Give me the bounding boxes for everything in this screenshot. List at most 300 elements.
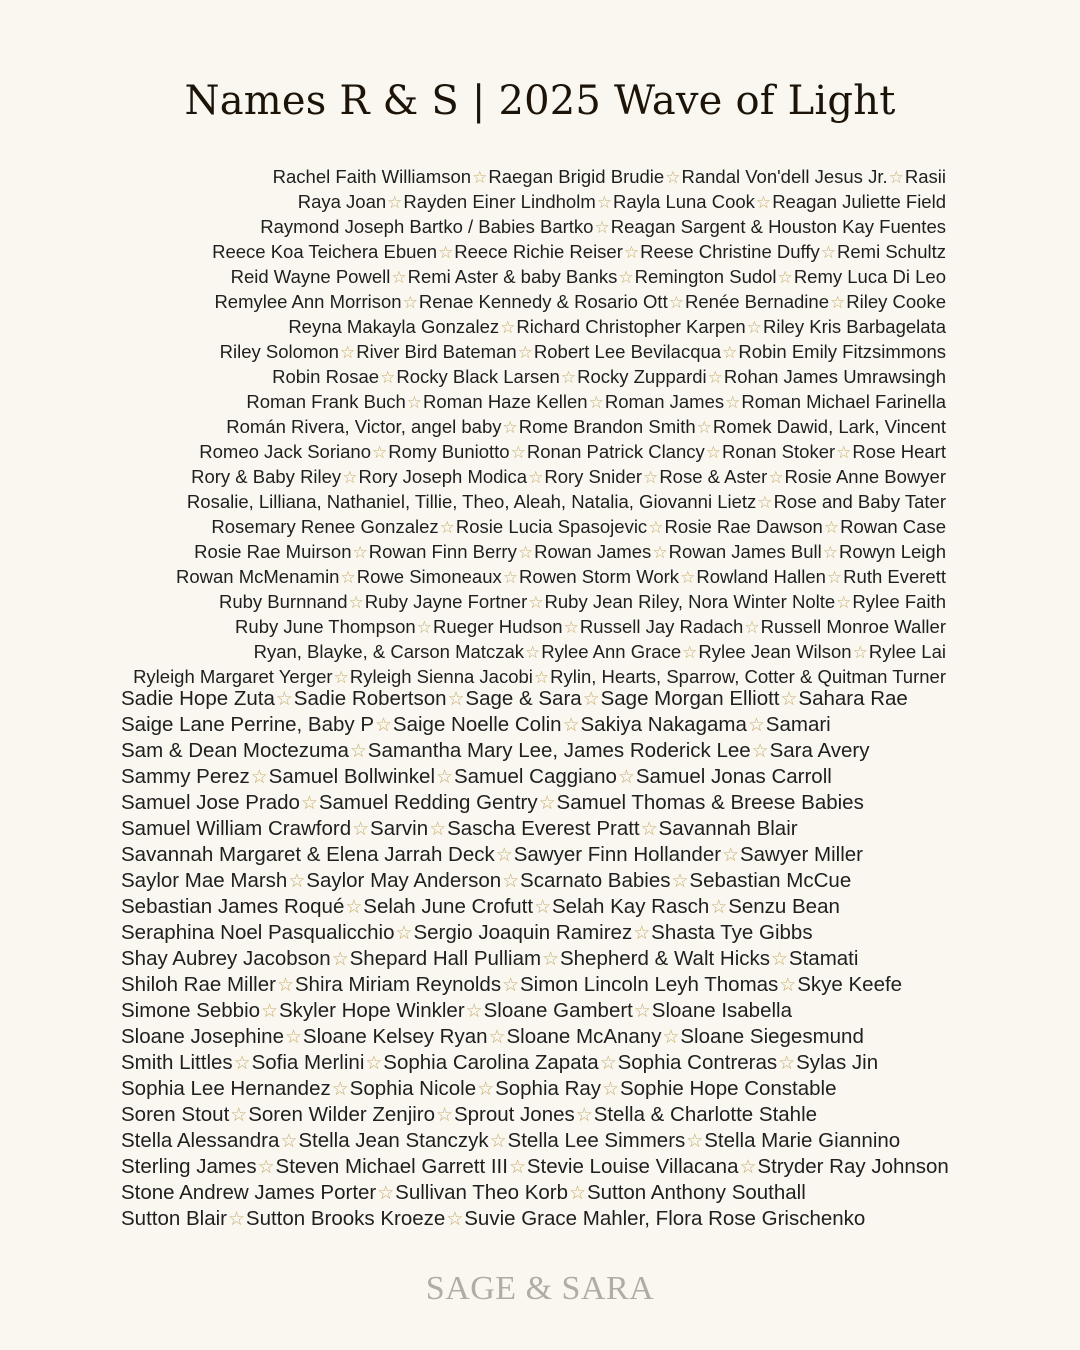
star-icon: ☆ bbox=[643, 468, 659, 487]
memorial-name: Rose & Aster bbox=[659, 466, 768, 487]
star-icon: ☆ bbox=[331, 1078, 349, 1099]
memorial-name: Sakiya Nakagama bbox=[580, 713, 747, 736]
memorial-name: Rome Brandon Smith bbox=[518, 416, 696, 437]
star-icon: ☆ bbox=[771, 948, 788, 969]
memorial-name: Sutton Brooks Kroeze bbox=[245, 1207, 446, 1230]
memorial-name: Sage Morgan Elliott bbox=[600, 687, 780, 710]
name-line bbox=[66, 165, 946, 190]
star-icon: ☆ bbox=[575, 1104, 593, 1125]
memorial-name: Sarvin bbox=[370, 817, 429, 840]
memorial-name: Soren Stout bbox=[121, 1103, 230, 1126]
name-line bbox=[66, 290, 946, 315]
star-icon: ☆ bbox=[652, 543, 668, 562]
memorial-name: Rosalie, Lilliana, Nathaniel, Tillie, Theo, Aleah, Natalia, Giovanni Lietz bbox=[186, 491, 757, 512]
star-icon: ☆ bbox=[725, 393, 741, 412]
star-icon: ☆ bbox=[633, 1000, 651, 1021]
memorial-name: Stamati bbox=[788, 947, 859, 970]
memorial-name: Richard Christopher Karpen bbox=[516, 316, 746, 337]
name-line bbox=[66, 465, 946, 490]
memorial-name: Rachel Faith Williamson bbox=[272, 166, 472, 187]
memorial-name: Ryan, Blayke, & Carson Matczak bbox=[253, 641, 524, 662]
memorial-name: Sophia Nicole bbox=[349, 1077, 477, 1100]
name-line bbox=[121, 1024, 981, 1050]
memorial-name: Samuel William Crawford bbox=[121, 817, 352, 840]
memorial-name: Steven Michael Garrett III bbox=[275, 1155, 508, 1178]
memorial-name: Ruby Jean Riley, Nora Winter Nolte bbox=[544, 591, 836, 612]
star-icon: ☆ bbox=[668, 293, 684, 312]
star-icon: ☆ bbox=[755, 193, 772, 212]
name-line bbox=[121, 764, 981, 790]
memorial-name: Selah June Crofutt bbox=[363, 895, 534, 918]
memorial-name: Rueger Hudson bbox=[432, 616, 563, 637]
memorial-name: Sterling James bbox=[121, 1155, 257, 1178]
star-icon: ☆ bbox=[257, 1156, 275, 1177]
memorial-name: Ruth Everett bbox=[843, 566, 946, 587]
star-icon: ☆ bbox=[502, 568, 519, 587]
memorial-name: Savannah Blair bbox=[658, 817, 798, 840]
memorial-name: Sophia Lee Hernandez bbox=[121, 1077, 331, 1100]
star-icon: ☆ bbox=[852, 643, 868, 662]
star-icon: ☆ bbox=[562, 714, 580, 735]
star-icon: ☆ bbox=[375, 714, 392, 735]
star-icon: ☆ bbox=[682, 643, 698, 662]
memorial-name: Rowland Hallen bbox=[696, 566, 826, 587]
star-icon: ☆ bbox=[633, 922, 651, 943]
memorial-name: Rylee Ann Grace bbox=[541, 641, 682, 662]
star-icon: ☆ bbox=[780, 688, 798, 709]
memorial-name: Reid Wayne Powell bbox=[230, 266, 391, 287]
memorial-name: Savannah Margaret & Elena Jarrah Deck bbox=[121, 843, 495, 866]
memorial-name: Sylas Jin bbox=[796, 1051, 879, 1074]
star-icon: ☆ bbox=[829, 293, 846, 312]
star-icon: ☆ bbox=[686, 1130, 704, 1151]
memorial-name: Romeo Jack Soriano bbox=[199, 441, 371, 462]
star-icon: ☆ bbox=[261, 1000, 278, 1021]
star-icon: ☆ bbox=[617, 766, 635, 787]
memorial-name: Simone Sebbio bbox=[121, 999, 261, 1022]
star-icon: ☆ bbox=[722, 343, 738, 362]
star-icon: ☆ bbox=[348, 593, 364, 612]
memorial-name: Ryleigh Sienna Jacobi bbox=[349, 666, 533, 687]
memorial-name: Simon Lincoln Leyh Thomas bbox=[520, 973, 779, 996]
memorial-name: Soren Wilder Zenjiro bbox=[248, 1103, 436, 1126]
memorial-name: Reece Richie Reiser bbox=[454, 241, 623, 262]
name-line bbox=[121, 998, 981, 1024]
memorial-name: Skye Keefe bbox=[797, 973, 903, 996]
star-icon: ☆ bbox=[517, 343, 533, 362]
memorial-name: Samantha Mary Lee, James Roderick Lee bbox=[367, 739, 751, 762]
star-icon: ☆ bbox=[502, 974, 519, 995]
star-icon: ☆ bbox=[342, 468, 358, 487]
star-icon: ☆ bbox=[820, 243, 837, 262]
memorial-name: Sergio Joaquin Ramirez bbox=[413, 921, 633, 944]
star-icon: ☆ bbox=[391, 268, 407, 287]
memorial-name: Sprout Jones bbox=[453, 1103, 575, 1126]
memorial-name: Rory Snider bbox=[544, 466, 643, 487]
memorial-name: Rayden Einer Lindholm bbox=[403, 191, 596, 212]
memorial-name: Samuel Caggiano bbox=[453, 765, 617, 788]
name-line bbox=[66, 340, 946, 365]
name-line bbox=[66, 640, 946, 665]
star-icon: ☆ bbox=[472, 168, 488, 187]
star-icon: ☆ bbox=[495, 844, 513, 865]
star-icon: ☆ bbox=[395, 922, 413, 943]
memorial-name: Rosie Lucia Spasojevic bbox=[455, 516, 648, 537]
star-icon: ☆ bbox=[602, 1078, 619, 1099]
star-icon: ☆ bbox=[340, 568, 356, 587]
memorial-name: Shasta Tye Gibbs bbox=[651, 921, 813, 944]
star-icon: ☆ bbox=[640, 818, 658, 839]
memorial-name: Sadie Robertson bbox=[293, 687, 447, 710]
star-icon: ☆ bbox=[502, 418, 518, 437]
star-icon: ☆ bbox=[230, 1104, 248, 1125]
memorial-name: Roman James bbox=[604, 391, 725, 412]
star-icon: ☆ bbox=[465, 1000, 483, 1021]
star-icon: ☆ bbox=[300, 792, 318, 813]
memorial-name: Sloane Kelsey Ryan bbox=[302, 1025, 488, 1048]
star-icon: ☆ bbox=[747, 714, 765, 735]
name-line bbox=[66, 240, 946, 265]
memorial-name: Sutton Blair bbox=[121, 1207, 227, 1230]
name-line bbox=[121, 972, 981, 998]
star-icon: ☆ bbox=[739, 1156, 757, 1177]
page-title: Names R & S | 2025 Wave of Light bbox=[184, 78, 896, 124]
star-icon: ☆ bbox=[365, 1052, 383, 1073]
star-icon: ☆ bbox=[538, 792, 556, 813]
star-icon: ☆ bbox=[436, 1104, 453, 1125]
memorial-name: Sage & Sara bbox=[465, 687, 582, 710]
name-line bbox=[121, 1128, 981, 1154]
memorial-name: Rowan Case bbox=[840, 516, 946, 537]
memorial-name: Shepherd & Walt Hicks bbox=[559, 947, 770, 970]
star-icon: ☆ bbox=[665, 168, 681, 187]
star-icon: ☆ bbox=[250, 766, 268, 787]
star-icon: ☆ bbox=[528, 593, 544, 612]
memorial-name: Rory Joseph Modica bbox=[358, 466, 528, 487]
name-line bbox=[66, 440, 946, 465]
star-icon: ☆ bbox=[569, 1182, 586, 1203]
name-line bbox=[66, 415, 946, 440]
star-icon: ☆ bbox=[599, 1052, 617, 1073]
memorial-name: Rylee Faith bbox=[852, 591, 946, 612]
star-icon: ☆ bbox=[380, 368, 396, 387]
memorial-name: Stella Jean Stanczyk bbox=[298, 1129, 489, 1152]
star-icon: ☆ bbox=[429, 818, 447, 839]
star-icon: ☆ bbox=[594, 218, 610, 237]
names-r-section bbox=[66, 165, 946, 690]
memorial-name: Sloane Siegesmund bbox=[680, 1025, 864, 1048]
star-icon: ☆ bbox=[285, 1026, 302, 1047]
memorial-name: Stella Marie Giannino bbox=[704, 1129, 901, 1152]
memorial-name: Remylee Ann Morrison bbox=[214, 291, 402, 312]
star-icon: ☆ bbox=[233, 1052, 251, 1073]
memorial-name: Rohan James Umrawsingh bbox=[723, 366, 946, 387]
memorial-name: Ronan Stoker bbox=[722, 441, 836, 462]
name-line bbox=[121, 1102, 981, 1128]
memorial-name: Sofia Merlini bbox=[251, 1051, 365, 1074]
memorial-name: Saylor Mae Marsh bbox=[121, 869, 288, 892]
memorial-name: Samuel Thomas & Breese Babies bbox=[556, 791, 864, 814]
star-icon: ☆ bbox=[623, 243, 640, 262]
star-icon: ☆ bbox=[722, 844, 739, 865]
star-icon: ☆ bbox=[352, 818, 370, 839]
star-icon: ☆ bbox=[447, 688, 465, 709]
name-line bbox=[121, 686, 981, 712]
name-line bbox=[66, 540, 946, 565]
memorial-name: Renée Bernadine bbox=[684, 291, 829, 312]
memorial-name: Reagan Sargent & Houston Kay Fuentes bbox=[610, 216, 946, 237]
star-icon: ☆ bbox=[777, 268, 793, 287]
star-icon: ☆ bbox=[406, 393, 423, 412]
memorial-name: Riley Kris Barbagelata bbox=[762, 316, 946, 337]
names-s-section bbox=[121, 686, 981, 1232]
name-line bbox=[121, 816, 981, 842]
memorial-name: Raegan Brigid Brudie bbox=[488, 166, 665, 187]
memorial-name: Rowan James bbox=[534, 541, 652, 562]
star-icon: ☆ bbox=[744, 618, 760, 637]
memorial-name: Renae Kennedy & Rosario Ott bbox=[418, 291, 668, 312]
memorial-name: Rowan McMenamin bbox=[176, 566, 340, 587]
star-icon: ☆ bbox=[707, 368, 723, 387]
memorial-name: Stryder Ray Johnson bbox=[757, 1155, 949, 1178]
star-icon: ☆ bbox=[437, 243, 454, 262]
memorial-name: Raya Joan bbox=[297, 191, 387, 212]
name-line bbox=[66, 565, 946, 590]
memorial-name: Rosie Rae Muirson bbox=[194, 541, 352, 562]
memorial-name: Romy Buniotto bbox=[388, 441, 510, 462]
memorial-name: Sullivan Theo Korb bbox=[395, 1181, 569, 1204]
star-icon: ☆ bbox=[508, 1156, 526, 1177]
name-line bbox=[121, 712, 981, 738]
star-icon: ☆ bbox=[662, 1026, 680, 1047]
star-icon: ☆ bbox=[779, 974, 797, 995]
name-line bbox=[66, 515, 946, 540]
memorial-name: Rowan Finn Berry bbox=[368, 541, 517, 562]
star-icon: ☆ bbox=[333, 668, 349, 687]
star-icon: ☆ bbox=[227, 1208, 245, 1229]
name-line bbox=[66, 215, 946, 240]
memorial-name: Sloane Josephine bbox=[121, 1025, 284, 1048]
memorial-name: Reece Koa Teichera Ebuen bbox=[212, 241, 437, 262]
memorial-name: Roman Haze Kellen bbox=[423, 391, 588, 412]
memorial-name: Sloane Gambert bbox=[483, 999, 633, 1022]
memorial-name: Remy Luca Di Leo bbox=[793, 266, 946, 287]
memorial-name: Robin Rosae bbox=[272, 366, 380, 387]
star-icon: ☆ bbox=[757, 493, 773, 512]
memorial-name: Senzu Bean bbox=[728, 895, 840, 918]
star-icon: ☆ bbox=[510, 443, 526, 462]
memorial-name: Randal Von'dell Jesus Jr. bbox=[681, 166, 888, 187]
name-line bbox=[121, 894, 981, 920]
memorial-name: Rylee Jean Wilson bbox=[698, 641, 852, 662]
memorial-name: Rylee Lai bbox=[868, 641, 946, 662]
star-icon: ☆ bbox=[588, 393, 604, 412]
memorial-name: Ruby Jayne Fortner bbox=[364, 591, 528, 612]
name-line bbox=[66, 365, 946, 390]
star-icon: ☆ bbox=[582, 688, 600, 709]
name-line bbox=[66, 265, 946, 290]
memorial-name: Rory & Baby Riley bbox=[191, 466, 342, 487]
memorial-name: Rose Heart bbox=[852, 441, 946, 462]
memorial-name: Rowen Storm Work bbox=[519, 566, 680, 587]
name-line bbox=[66, 315, 946, 340]
star-icon: ☆ bbox=[500, 318, 516, 337]
memorial-name: Sophie Hope Constable bbox=[619, 1077, 837, 1100]
star-icon: ☆ bbox=[836, 593, 852, 612]
memorial-name: Sloane Isabella bbox=[651, 999, 792, 1022]
memorial-name: Selah Kay Rasch bbox=[552, 895, 710, 918]
star-icon: ☆ bbox=[823, 518, 840, 537]
name-line bbox=[121, 868, 981, 894]
memorial-name: Sebastian James Roqué bbox=[121, 895, 345, 918]
name-line bbox=[121, 842, 981, 868]
memorial-name: Sloane McAnany bbox=[506, 1025, 662, 1048]
memorial-name: Saige Noelle Colin bbox=[392, 713, 562, 736]
memorial-name: Rosie Anne Bowyer bbox=[784, 466, 946, 487]
memorial-name: Sara Avery bbox=[769, 739, 870, 762]
star-icon: ☆ bbox=[560, 368, 577, 387]
memorial-name: Robin Emily Fitzsimmons bbox=[738, 341, 946, 362]
memorial-name: Saige Lane Perrine, Baby P bbox=[121, 713, 374, 736]
name-line bbox=[121, 920, 981, 946]
star-icon: ☆ bbox=[402, 293, 418, 312]
star-icon: ☆ bbox=[377, 1182, 395, 1203]
star-icon: ☆ bbox=[528, 468, 544, 487]
star-icon: ☆ bbox=[680, 568, 696, 587]
star-icon: ☆ bbox=[618, 268, 634, 287]
memorial-name: Scarnato Babies bbox=[520, 869, 671, 892]
name-line bbox=[121, 946, 981, 972]
star-icon: ☆ bbox=[751, 740, 769, 761]
name-line bbox=[121, 790, 981, 816]
name-line bbox=[121, 1050, 981, 1076]
memorial-name: Ruby Burnnand bbox=[218, 591, 348, 612]
star-icon: ☆ bbox=[331, 948, 349, 969]
star-icon: ☆ bbox=[671, 870, 689, 891]
memorial-name: Ryleigh Margaret Yerger bbox=[133, 666, 333, 687]
memorial-name: Rowan James Bull bbox=[668, 541, 822, 562]
name-line bbox=[66, 615, 946, 640]
memorial-name: Samuel Jose Prado bbox=[121, 791, 300, 814]
memorial-name: Remi Aster & baby Banks bbox=[407, 266, 618, 287]
memorial-name: Reagan Juliette Field bbox=[772, 191, 946, 212]
star-icon: ☆ bbox=[710, 896, 728, 917]
memorial-name: Russell Monroe Waller bbox=[760, 616, 946, 637]
star-icon: ☆ bbox=[696, 418, 712, 437]
memorial-name: Stevie Louise Villacana bbox=[526, 1155, 739, 1178]
memorial-name: Sawyer Miller bbox=[739, 843, 864, 866]
star-icon: ☆ bbox=[345, 896, 363, 917]
star-icon: ☆ bbox=[533, 668, 550, 687]
star-icon: ☆ bbox=[352, 543, 368, 562]
star-icon: ☆ bbox=[339, 343, 356, 362]
star-icon: ☆ bbox=[826, 568, 843, 587]
name-line bbox=[66, 390, 946, 415]
memorial-name: Remi Schultz bbox=[837, 241, 946, 262]
memorial-name: Rylin, Hearts, Sparrow, Cotter & Quitman Turner bbox=[550, 666, 946, 687]
star-icon: ☆ bbox=[502, 870, 520, 891]
star-icon: ☆ bbox=[822, 543, 839, 562]
memorial-name: Stella Lee Simmers bbox=[507, 1129, 686, 1152]
memorial-name: Samuel Jonas Carroll bbox=[635, 765, 832, 788]
memorial-name: Rasii bbox=[904, 166, 946, 187]
memorial-name: Remington Sudol bbox=[634, 266, 777, 287]
star-icon: ☆ bbox=[768, 468, 784, 487]
star-icon: ☆ bbox=[705, 443, 722, 462]
memorial-name: Sam & Dean Moctezuma bbox=[121, 739, 349, 762]
memorial-name: Ruby June Thompson bbox=[235, 616, 416, 637]
star-icon: ☆ bbox=[439, 518, 455, 537]
name-line bbox=[66, 190, 946, 215]
star-icon: ☆ bbox=[517, 543, 534, 562]
memorial-name: Reyna Makayla Gonzalez bbox=[288, 316, 500, 337]
memorial-name: Rowe Simoneaux bbox=[356, 566, 502, 587]
star-icon: ☆ bbox=[477, 1078, 495, 1099]
memorial-name: Samuel Redding Gentry bbox=[318, 791, 538, 814]
memorial-name: Roman Frank Buch bbox=[246, 391, 406, 412]
memorial-name: Suvie Grace Mahler, Flora Rose Grischenko bbox=[464, 1207, 866, 1230]
star-icon: ☆ bbox=[778, 1052, 796, 1073]
star-icon: ☆ bbox=[288, 870, 306, 891]
star-icon: ☆ bbox=[836, 443, 852, 462]
name-line bbox=[121, 1180, 981, 1206]
memorial-name: Sascha Everest Pratt bbox=[447, 817, 640, 840]
star-icon: ☆ bbox=[276, 974, 294, 995]
name-line bbox=[121, 1154, 981, 1180]
memorial-name: Raymond Joseph Bartko / Babies Bartko bbox=[260, 216, 594, 237]
name-line bbox=[121, 1076, 981, 1102]
star-icon: ☆ bbox=[648, 518, 664, 537]
memorial-name: Russell Jay Radach bbox=[579, 616, 744, 637]
memorial-name: Samari bbox=[765, 713, 831, 736]
star-icon: ☆ bbox=[436, 766, 453, 787]
memorial-name: Stella Alessandra bbox=[121, 1129, 280, 1152]
memorial-name: Sophia Contreras bbox=[617, 1051, 778, 1074]
star-icon: ☆ bbox=[525, 643, 541, 662]
star-icon: ☆ bbox=[534, 896, 551, 917]
star-icon: ☆ bbox=[746, 318, 762, 337]
memorial-name: Reese Christine Duffy bbox=[640, 241, 820, 262]
memorial-name: Sammy Perez bbox=[121, 765, 250, 788]
name-line bbox=[121, 738, 981, 764]
memorial-name: Sawyer Finn Hollander bbox=[513, 843, 722, 866]
star-icon: ☆ bbox=[596, 193, 612, 212]
star-icon: ☆ bbox=[416, 618, 432, 637]
star-icon: ☆ bbox=[446, 1208, 464, 1229]
star-icon: ☆ bbox=[489, 1130, 507, 1151]
memorial-name: Rosemary Renee Gonzalez bbox=[211, 516, 439, 537]
memorial-name: Robert Lee Bevilacqua bbox=[533, 341, 722, 362]
star-icon: ☆ bbox=[563, 618, 579, 637]
memorial-name: Sahara Rae bbox=[798, 687, 908, 710]
memorial-name: Sophia Carolina Zapata bbox=[383, 1051, 599, 1074]
star-icon: ☆ bbox=[349, 740, 367, 761]
memorial-name: Riley Solomon bbox=[219, 341, 339, 362]
memorial-name: Román Rivera, Victor, angel baby bbox=[226, 416, 502, 437]
memorial-name: Rayla Luna Cook bbox=[613, 191, 755, 212]
memorial-name: Shepard Hall Pulliam bbox=[349, 947, 542, 970]
memorial-name: Riley Cooke bbox=[846, 291, 946, 312]
memorial-name: Rocky Zuppardi bbox=[577, 366, 707, 387]
memorial-name: Roman Michael Farinella bbox=[741, 391, 946, 412]
memorial-name: Ronan Patrick Clancy bbox=[526, 441, 705, 462]
star-icon: ☆ bbox=[280, 1130, 298, 1151]
star-icon: ☆ bbox=[542, 948, 559, 969]
memorial-name: Sebastian McCue bbox=[689, 869, 852, 892]
memorial-name: Shiloh Rae Miller bbox=[121, 973, 276, 996]
memorial-name: Samuel Bollwinkel bbox=[268, 765, 436, 788]
memorial-name: Sutton Anthony Southall bbox=[586, 1181, 806, 1204]
